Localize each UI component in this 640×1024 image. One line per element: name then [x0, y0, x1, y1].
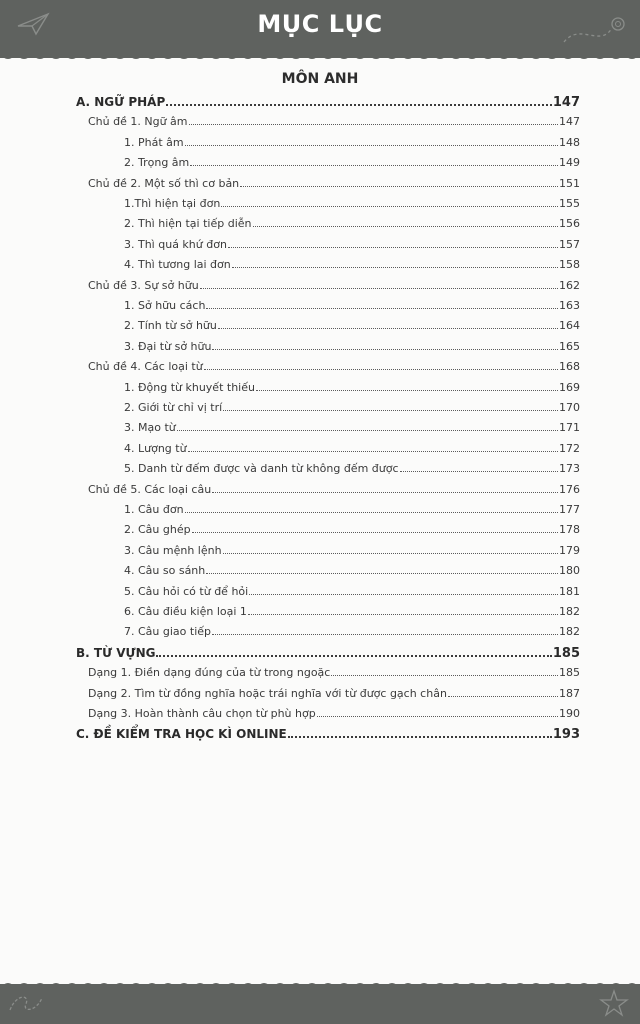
toc-entry-label: 2. Giới từ chỉ vị trí	[124, 401, 223, 414]
toc-entry-page: 180	[559, 564, 580, 578]
toc-entry-label: Chủ đề 5. Các loại câu	[88, 482, 212, 496]
dot-leader	[190, 154, 558, 166]
dot-leader	[221, 195, 558, 207]
toc-entry-page: 190	[559, 707, 580, 720]
toc-entry	[124, 399, 580, 415]
toc-entry	[124, 154, 580, 170]
toc-entry-label: 7. Câu giao tiếp	[124, 625, 212, 639]
dot-leader	[223, 542, 558, 554]
footer-banner	[0, 984, 640, 1024]
toc-entry-label: 3. Câu mệnh lệnh	[124, 543, 222, 557]
toc-section	[76, 93, 580, 109]
toc-entry-page: 147	[552, 95, 580, 110]
toc-entry-label: Chủ đề 3. Sự sở hữu	[88, 278, 199, 292]
toc-section	[76, 725, 580, 741]
star-icon	[596, 988, 632, 1018]
toc-entry-label: 2. Trọng âm	[124, 156, 190, 170]
toc-entry-label: 5. Danh từ đếm được và danh từ không đếm được	[124, 462, 399, 476]
toc-entry	[124, 297, 580, 313]
toc-entry-label: 5. Câu hỏi có từ để hỏi	[124, 584, 249, 598]
toc-entry-label: 3. Đại từ sở hữu	[124, 339, 212, 353]
toc-entry	[124, 215, 580, 231]
toc-entry-page: 157	[559, 237, 580, 251]
toc-entry	[124, 236, 580, 252]
dot-leader	[223, 399, 558, 411]
dot-leader	[206, 562, 558, 574]
toc-entry-label: 4. Câu so sánh	[124, 564, 206, 578]
toc-entry	[124, 460, 580, 476]
dot-leader	[248, 603, 558, 615]
toc-entry	[124, 501, 580, 517]
toc-entry-page: 170	[559, 401, 580, 414]
dot-leader	[166, 93, 552, 106]
toc-entry	[88, 175, 580, 191]
toc-entry	[88, 664, 580, 680]
subject-heading: MÔN ANH	[281, 71, 359, 87]
dot-leader	[448, 685, 558, 697]
toc-entry-page: 156	[559, 217, 580, 231]
toc-entry-page: 168	[559, 360, 580, 374]
toc-entry-label: Dạng 3. Hoàn thành câu chọn từ phù hợp	[88, 707, 316, 720]
toc-entry	[124, 583, 580, 599]
dot-leader	[240, 175, 558, 187]
toc-entry	[88, 705, 580, 721]
toc-entry-page: 182	[559, 605, 580, 618]
toc-entry	[124, 134, 580, 150]
toc-entry	[88, 113, 580, 129]
dot-leader	[212, 481, 558, 493]
toc-entry-page: 162	[559, 278, 580, 292]
toc-entry	[88, 481, 580, 497]
toc-entry	[88, 685, 580, 701]
toc-entry-page: 178	[559, 523, 580, 537]
dot-leader	[192, 521, 558, 533]
toc-entry	[124, 419, 580, 435]
dot-leader	[206, 297, 558, 309]
toc-entry-label: 2. Câu ghép	[124, 523, 191, 537]
dot-leader	[188, 440, 558, 452]
swirl-icon	[560, 12, 630, 48]
toc-entry-page: 158	[559, 258, 580, 272]
swirl-icon	[6, 990, 46, 1016]
toc-entry	[124, 521, 580, 537]
toc-entry-label: Chủ đề 2. Một số thì cơ bản	[88, 176, 240, 190]
dot-leader	[288, 725, 552, 738]
toc-entry-label: Chủ đề 1. Ngữ âm	[88, 115, 188, 129]
dot-leader	[185, 501, 558, 513]
dot-leader	[249, 583, 558, 595]
toc-section	[76, 644, 580, 660]
toc-entry-label: 1.Thì hiện tại đơn	[124, 197, 221, 210]
dot-leader	[331, 664, 558, 676]
toc-entry-label: 3. Mạo từ	[124, 421, 176, 435]
dot-leader	[253, 215, 559, 227]
toc-entry-label: A. NGỮ PHÁP	[76, 95, 166, 109]
toc-entry-label: 1. Phát âm	[124, 135, 184, 149]
dot-leader	[317, 705, 558, 717]
dot-leader	[256, 379, 558, 391]
toc-entry-label: 2. Thì hiện tại tiếp diễn	[124, 217, 252, 231]
dot-leader	[232, 256, 558, 268]
toc-entry-label: 6. Câu điều kiện loại 1	[124, 605, 247, 618]
toc-entry-label: 3. Thì quá khứ đơn	[124, 237, 227, 251]
toc-entry	[124, 256, 580, 272]
toc-entry-page: 193	[552, 727, 580, 743]
toc-entry	[124, 603, 580, 619]
toc-entry	[88, 358, 580, 374]
toc-entry-page: 179	[559, 543, 580, 557]
toc-entry-label: 1. Sở hữu cách	[124, 299, 206, 312]
toc-entry-page: 181	[559, 584, 580, 598]
toc-entry-page: 172	[559, 441, 580, 455]
dot-leader	[218, 317, 558, 329]
toc-entry-label: Chủ đề 4. Các loại từ	[88, 360, 203, 374]
toc-entry-page: 187	[559, 686, 580, 700]
toc-entry	[124, 542, 580, 558]
toc-entry-page: 182	[559, 625, 580, 639]
toc-entry-page: 169	[559, 380, 580, 394]
toc-entry-label: 2. Tính từ sở hữu	[124, 319, 217, 333]
toc-entry-page: 149	[559, 156, 580, 170]
toc-entry-label: 4. Lượng từ	[124, 441, 187, 455]
toc-entry-page: 163	[559, 299, 580, 312]
dot-leader	[177, 419, 558, 431]
toc-entry-page: 176	[559, 482, 580, 496]
toc-entry-label: Dạng 1. Điền dạng đúng của từ trong ngoặc	[88, 666, 331, 680]
toc-entry-page: 164	[559, 319, 580, 333]
toc-entry	[124, 440, 580, 456]
header-wave-border	[0, 50, 640, 66]
dot-leader	[204, 358, 558, 370]
toc-entry-page: 173	[559, 462, 580, 476]
paper-plane-icon	[14, 8, 54, 38]
dot-leader	[156, 644, 551, 657]
dot-leader	[400, 460, 558, 472]
toc-entry-label: 1. Động từ khuyết thiếu	[124, 380, 255, 394]
toc-entry-label: 1. Câu đơn	[124, 503, 184, 516]
dot-leader	[185, 134, 558, 146]
toc-entry	[124, 195, 580, 211]
toc-entry-page: 185	[552, 645, 580, 661]
toc-entry-page: 165	[559, 339, 580, 353]
toc-entry-page: 148	[559, 135, 580, 149]
toc-entry-label: B. TỪ VỰNG	[76, 645, 156, 660]
toc-entry-page: 155	[559, 197, 580, 210]
toc-entry-label: C. ĐỀ KIỂM TRA HỌC KÌ ONLINE	[76, 727, 287, 742]
dot-leader	[212, 338, 558, 350]
toc-entry-page: 177	[559, 503, 580, 516]
toc-entry	[88, 277, 580, 293]
toc-entry-page: 185	[559, 666, 580, 680]
dot-leader	[228, 236, 558, 248]
toc-entry	[124, 623, 580, 639]
dot-leader	[189, 113, 559, 125]
toc-entry	[124, 317, 580, 333]
dot-leader	[212, 623, 558, 635]
toc-entry-label: 4. Thì tương lai đơn	[124, 258, 231, 272]
toc-entry-page: 171	[559, 421, 580, 435]
page-title: MỤC LỤC	[257, 10, 383, 38]
toc-entry	[124, 562, 580, 578]
toc-entry	[124, 338, 580, 354]
toc-entry-label: Dạng 2. Tìm từ đồng nghĩa hoặc trái nghĩa với từ được gạch chân	[88, 686, 447, 700]
toc-entry	[124, 379, 580, 395]
toc-entry-page: 147	[559, 115, 580, 129]
toc-entry-page: 151	[559, 176, 580, 190]
dot-leader	[200, 277, 558, 289]
